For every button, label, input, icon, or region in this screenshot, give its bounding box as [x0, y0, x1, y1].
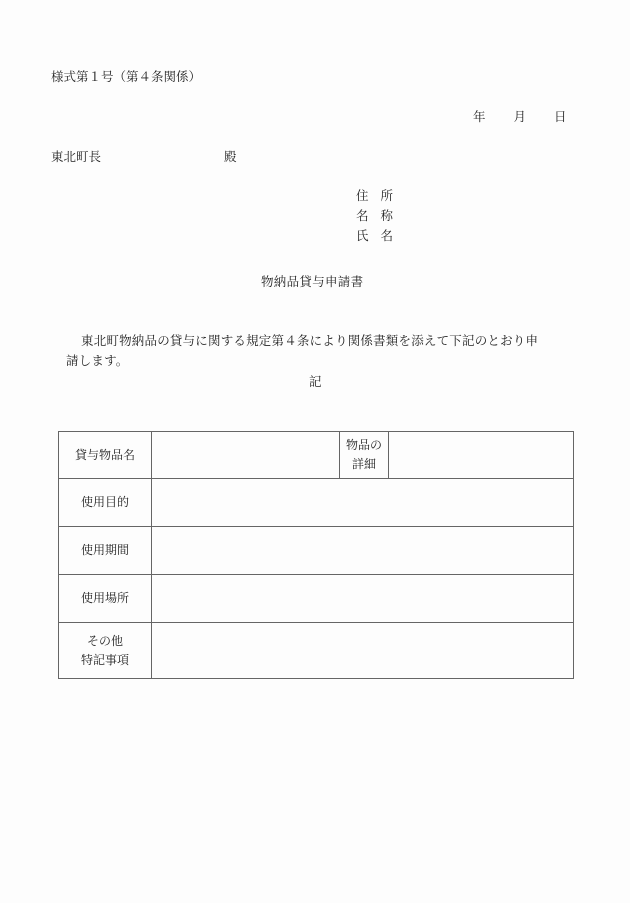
addressee-honorific: 殿 [224, 149, 237, 164]
body-text-line-2: 請します。 [66, 353, 129, 368]
purpose-label: 使用目的 [59, 479, 152, 527]
applicant-block [356, 186, 393, 246]
location-label: 使用場所 [59, 575, 152, 623]
item-name-label: 貸与物品名 [59, 432, 152, 479]
table-row-purpose [59, 479, 574, 527]
organization-name-label: 名 称 [356, 208, 394, 223]
table-row-location [59, 575, 574, 623]
remarks-label: その他 特記事項 [59, 623, 152, 679]
table-row-item-name [59, 432, 574, 479]
period-label: 使用期間 [59, 527, 152, 575]
purpose-field[interactable] [152, 479, 574, 527]
remarks-field[interactable] [152, 623, 574, 679]
application-table [58, 431, 574, 679]
item-name-field[interactable] [152, 432, 340, 479]
form-number: 様式第１号（第４条関係） [51, 69, 202, 84]
item-detail-label: 物品の 詳細 [340, 432, 389, 479]
period-field[interactable] [152, 527, 574, 575]
addressee: 東北町長 [51, 149, 102, 164]
table-row-remarks [59, 623, 574, 679]
body-text [66, 331, 566, 371]
date-line [473, 107, 567, 125]
location-field[interactable] [152, 575, 574, 623]
table-row-period [59, 527, 574, 575]
date-month-label: 月 [513, 109, 527, 124]
item-detail-field[interactable] [389, 432, 574, 479]
date-day-label: 日 [554, 109, 567, 124]
date-year-label: 年 [473, 109, 486, 124]
body-text-line-1: 東北町物納品の貸与に関する規定第４条により関係書類を添えて下記のとおり申 [81, 333, 539, 348]
ki-marker: 記 [309, 374, 322, 389]
address-label: 住 所 [356, 188, 394, 203]
document-title: 物納品貸与申請書 [261, 274, 364, 289]
person-name-label: 氏 名 [356, 228, 394, 243]
